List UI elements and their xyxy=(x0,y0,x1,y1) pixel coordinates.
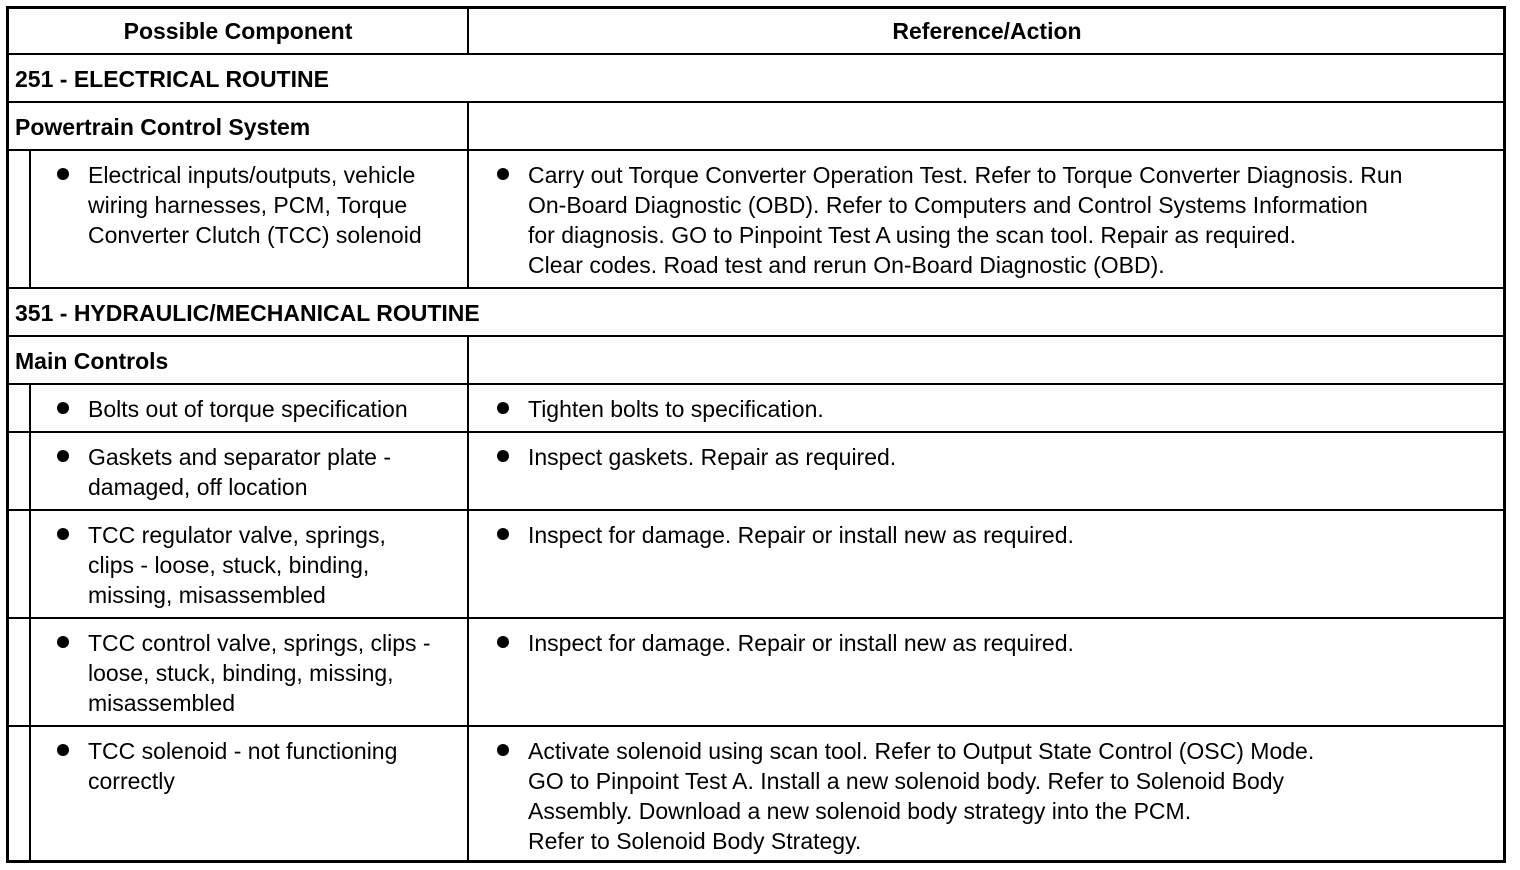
component-line: Bolts out of torque specification xyxy=(88,396,408,422)
row-divider xyxy=(6,617,1506,619)
row-divider xyxy=(6,509,1506,511)
bullet-icon xyxy=(497,168,509,180)
action-line: Clear codes. Road test and rerun On-Board Diagnostic (OBD). xyxy=(528,252,1165,278)
column-divider xyxy=(467,335,469,863)
column-divider xyxy=(467,101,469,288)
section-title: 251 - ELECTRICAL ROUTINE xyxy=(15,66,329,92)
bullet-icon xyxy=(497,636,509,648)
component-line: damaged, off location xyxy=(88,474,308,500)
component-line: missing, misassembled xyxy=(88,582,326,608)
bullet-icon xyxy=(497,402,509,414)
indent-divider xyxy=(29,149,31,288)
bullet-icon xyxy=(57,744,69,756)
component-line: TCC regulator valve, springs, xyxy=(88,522,386,548)
action-line: for diagnosis. GO to Pinpoint Test A using the scan tool. Repair as required. xyxy=(528,222,1296,248)
bullet-icon xyxy=(57,450,69,462)
component-line: loose, stuck, binding, missing, xyxy=(88,660,394,686)
component-line: misassembled xyxy=(88,690,235,716)
bullet-icon xyxy=(497,744,509,756)
header-component: Possible Component xyxy=(123,18,353,44)
action-line: Carry out Torque Converter Operation Test. Refer to Torque Converter Diagnosis. Run xyxy=(528,162,1403,188)
action-line: Inspect gaskets. Repair as required. xyxy=(528,444,897,470)
action-line: Inspect for damage. Repair or install new as required. xyxy=(528,630,1074,656)
row-divider xyxy=(6,335,1506,337)
group-title: Powertrain Control System xyxy=(15,114,311,140)
component-line: correctly xyxy=(88,768,175,794)
component-line: wiring harnesses, PCM, Torque xyxy=(88,192,408,218)
row-divider xyxy=(6,53,1506,55)
component-line: Converter Clutch (TCC) solenoid xyxy=(88,222,422,248)
action-line: Inspect for damage. Repair or install new as required. xyxy=(528,522,1074,548)
section-title: 351 - HYDRAULIC/MECHANICAL ROUTINE xyxy=(15,300,480,326)
row-divider xyxy=(6,101,1506,103)
row-divider xyxy=(6,287,1506,289)
bullet-icon xyxy=(497,528,509,540)
component-line: clips - loose, stuck, binding, xyxy=(88,552,370,578)
indent-divider xyxy=(29,383,31,863)
row-divider xyxy=(6,431,1506,433)
row-divider xyxy=(6,383,1506,385)
action-line: Activate solenoid using scan tool. Refer to Output State Control (OSC) Mode. xyxy=(528,738,1315,764)
component-line: Electrical inputs/outputs, vehicle xyxy=(88,162,416,188)
action-line: Tighten bolts to specification. xyxy=(528,396,824,422)
action-line: Assembly. Download a new solenoid body strategy into the PCM. xyxy=(528,798,1192,824)
action-line: GO to Pinpoint Test A. Install a new solenoid body. Refer to Solenoid Body xyxy=(528,768,1285,794)
header-action: Reference/Action xyxy=(892,18,1082,44)
component-line: TCC solenoid - not functioning xyxy=(88,738,398,764)
row-divider xyxy=(6,725,1506,727)
bullet-icon xyxy=(57,636,69,648)
action-line: Refer to Solenoid Body Strategy. xyxy=(528,828,862,854)
group-title: Main Controls xyxy=(15,348,169,374)
bullet-icon xyxy=(497,450,509,462)
row-divider xyxy=(6,149,1506,151)
component-line: Gaskets and separator plate - xyxy=(88,444,391,470)
bullet-icon xyxy=(57,402,69,414)
component-line: TCC control valve, springs, clips - xyxy=(88,630,431,656)
bullet-icon xyxy=(57,168,69,180)
action-line: On-Board Diagnostic (OBD). Refer to Computers and Control Systems Information xyxy=(528,192,1368,218)
bullet-icon xyxy=(57,528,69,540)
